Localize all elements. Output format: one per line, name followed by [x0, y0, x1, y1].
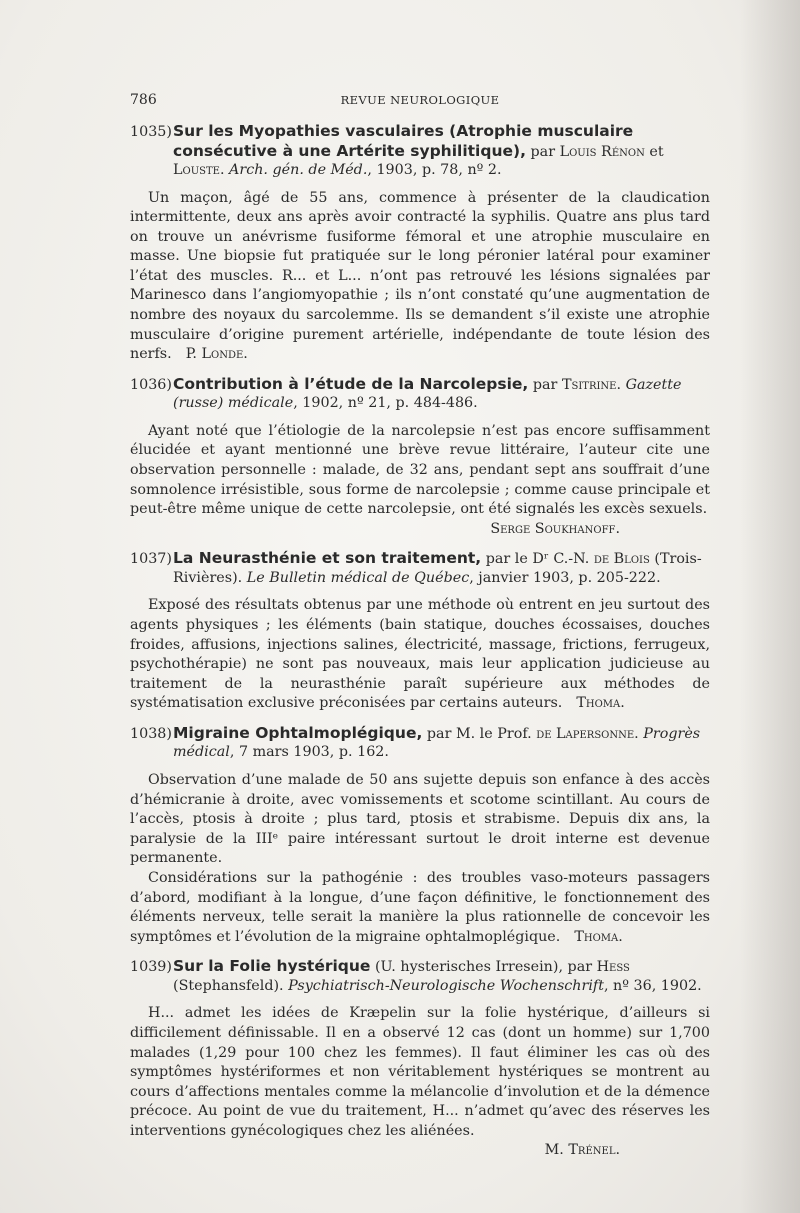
ref-prefix: par le Dʳ	[485, 551, 554, 568]
entry-number: 1038)	[130, 725, 172, 742]
author-name: C.-N. de Blois	[553, 551, 650, 568]
author-name: Tsitrine	[561, 376, 617, 393]
ref-joiner: (Stephansfeld).	[173, 977, 289, 994]
paragraph	[130, 596, 710, 714]
reviewer-signature: P. Londe.	[185, 346, 248, 363]
entry-heading	[130, 957, 710, 995]
review-entry-1037	[130, 549, 710, 714]
entry-body	[130, 422, 710, 540]
ref-details: , 1903, p. 78, nº 2.	[367, 162, 502, 178]
ref-prefix: par	[530, 143, 560, 160]
review-entry-1039	[130, 957, 710, 1161]
entry-title: Contribution à l’étude de la Narcolepsie,	[173, 374, 529, 393]
entry-body	[130, 771, 710, 947]
entry-title: Sur les Myopathies vasculaires (Atrophie musculaire consécutive à une Artérite syphilitique),	[173, 122, 634, 160]
author-name: Hess	[596, 959, 630, 976]
entry-title: Sur la Folie hystérique	[173, 957, 371, 976]
ref-dot: .	[616, 376, 626, 393]
ref-prefix: (U. hysterisches Irresein), par	[370, 959, 597, 976]
ref-details: , janvier 1903, p. 205-222.	[469, 569, 661, 586]
running-title: REVUE NEUROLOGIQUE	[340, 93, 500, 107]
entry-heading	[130, 724, 710, 762]
ref-details: , 7 mars 1903, p. 162.	[229, 744, 389, 761]
review-entry-1036	[130, 375, 710, 540]
paragraph	[130, 189, 710, 365]
ref-joiner: (Trois-Rivières).	[173, 551, 702, 586]
paragraph: H... admet les idées de Kræpelin sur la folie hystérique, d’ailleurs si difficilement définissable. Il en a observé 12 cas (dont un homme) sur 1,700 malades (1,29 pour 100 chez les femmes). Il faut éliminer les cas où des symptômes hystériformes et non véritablement hystériques se montrent au cours d’affections mentales comme la mélancolie d’involution et de la démence précoce. Au point de vue du traitement, H... n’admet qu’avec des réserves les interventions gynécologiques chez les aliénées.	[130, 1005, 710, 1139]
author-name-2: Louste	[173, 162, 220, 178]
ref-prefix: par	[532, 376, 562, 393]
review-entry-1038	[130, 724, 710, 947]
ref-dot: .	[634, 725, 644, 742]
paragraph-text: Considérations sur la pathogénie : des troubles vaso-moteurs passagers d’abord, modifiant à la longue, d’une façon définitive, le fonctionnement des éléments nerveux, telle serait la manière la plus rationnelle de concevoir les symptômes et l’évolution de la migraine ophtalmoplégique.	[130, 869, 710, 945]
ref-dot: .	[219, 162, 230, 178]
reviewer-signature: Serge Soukhanoff.	[490, 520, 620, 537]
review-entry-1035	[130, 122, 710, 365]
entry-heading	[130, 549, 710, 587]
ref-joiner: et	[644, 143, 664, 160]
paragraph: Ayant noté que l’étiologie de la narcolepsie n’est pas encore suffisamment élucidée et ayant mentionné une brève revue littéraire, l’auteur cite une observation personnelle : malade, de 32 ans, pendant sept ans souffrait d’une somnolence irrésistible, sous forme de narcolepsie ; comme cause principale et peut-être même unique de cette narcolepsie, ont été signalés les excès sexuels.	[130, 422, 710, 518]
entry-title: La Neurasthénie et son traitement,	[173, 549, 482, 568]
entry-body	[130, 1004, 710, 1161]
entry-title: Migraine Ophtalmoplégique,	[173, 723, 423, 742]
paragraph-text: Exposé des résultats obtenus par une méthode où entrent en jeu surtout des agents physiques ; les éléments (bain statique, douches écossaises, douches froides, affusions, injections salines, électricité, massage, frictions, ferrugeux, psychothérapie) ne sont pas nouveaux, mais leur application judicieuse au traitement de la neurasthénie paraît supérieure aux méthodes de systématisation exclusive préconisées par certains auteurs.	[130, 597, 710, 712]
entry-number: 1035)	[130, 124, 172, 140]
journal-name: Gazette (russe) médicale	[173, 376, 682, 412]
page-shadow	[740, 0, 800, 1213]
paragraph-text: Un maçon, âgé de 55 ans, commence à présenter de la claudication intermittente, deux ans après avoir contracté la syphilis. Quatre ans plus tard on trouve un anévrisme fusiforme fémoral et une atrophie musculaire en masse. Une biopsie fut pratiquée sur le long péronier latéral pour examiner l’état des muscles. R... et L... n’ont pas retrouvé les lésions signalées par Marinesco dans l’angiomyopathie ; ils n’ont constaté qu’une augmentation de nombre des noyaux du sarcolemme. Ils se demandent s’il existe une atrophie musculaire d’origine purement artérielle, indépendante de toute lésion des nerfs.	[130, 189, 710, 363]
reviewer-signature: Thoma.	[576, 695, 625, 712]
entry-heading	[130, 122, 710, 180]
ref-prefix: par M. le Prof.	[426, 725, 537, 742]
journal-name: Arch. gén. de Méd.	[229, 162, 368, 178]
author-name: de Lapersonne	[536, 725, 635, 742]
reviewer-signature: M. Trénel.	[544, 1142, 620, 1159]
page-header	[130, 92, 710, 112]
entry-number: 1039)	[130, 959, 172, 976]
entry-heading	[130, 375, 710, 413]
page-number: 786	[130, 92, 157, 108]
journal-name: Progrès médical	[173, 725, 701, 761]
entry-number: 1037)	[130, 551, 172, 568]
page-content	[130, 122, 710, 1171]
entry-body	[130, 596, 710, 714]
ref-details: , 1902, nº 21, p. 484-486.	[293, 395, 478, 412]
reviewer-signature: Thoma.	[574, 928, 623, 945]
paragraph	[130, 869, 710, 947]
journal-name: Psychiatrisch-Neurologische Wochenschrift	[288, 977, 604, 994]
author-name: Louis Rénon	[559, 143, 645, 160]
entry-number: 1036)	[130, 376, 172, 393]
paragraph: Observation d’une malade de 50 ans sujette depuis son enfance à des accès d’hémicranie à droite, avec vomissements et scotome scintillant. Au cours de l’accès, ptosis à droite ; plus tard, ptosis et strabisme. Depuis dix ans, la paralysie de la IIIᵉ paire intéressant surtout le droit interne est devenue permanente.	[130, 771, 710, 867]
journal-name: Le Bulletin médical de Québec	[246, 569, 470, 586]
entry-body	[130, 189, 710, 365]
ref-details: , nº 36, 1902.	[603, 977, 702, 994]
